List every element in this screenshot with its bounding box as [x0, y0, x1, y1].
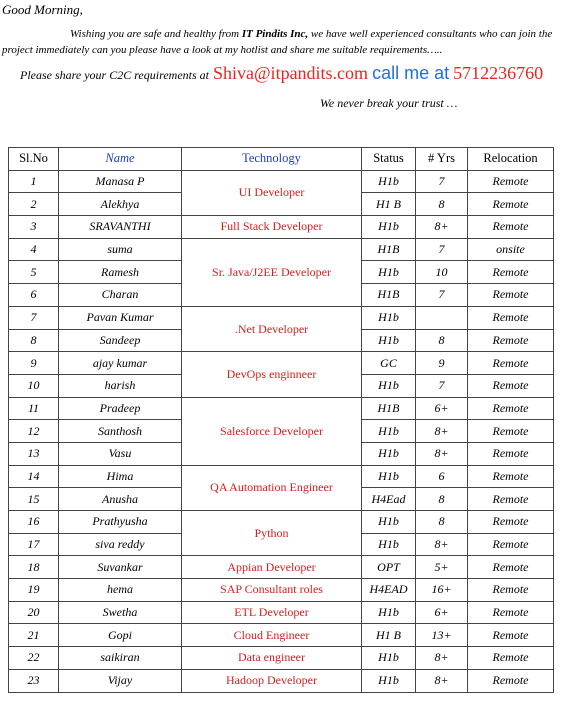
consultant-name: Vasu	[59, 442, 182, 465]
visa-status: H1B	[362, 284, 416, 307]
visa-status: H1b	[362, 170, 416, 193]
technology-cell: Hadoop Developer	[182, 669, 362, 692]
years-experience: 7	[416, 170, 468, 193]
consultant-name: suma	[59, 238, 182, 261]
consultant-name: Gopi	[59, 624, 182, 647]
consultant-name: Hima	[59, 465, 182, 488]
consultant-name: SRAVANTHI	[59, 216, 182, 239]
table-row	[9, 511, 554, 534]
table-row	[9, 624, 554, 647]
relocation: Remote	[468, 465, 554, 488]
row-number: 12	[9, 420, 59, 443]
header-name: Name	[59, 148, 182, 171]
table-row	[9, 556, 554, 579]
row-number: 3	[9, 216, 59, 239]
row-number: 22	[9, 647, 59, 670]
intro-paragraph	[2, 26, 579, 58]
years-experience: 8+	[416, 420, 468, 443]
row-number: 20	[9, 601, 59, 624]
technology-cell: UI Developer	[182, 170, 362, 215]
years-experience: 8+	[416, 442, 468, 465]
relocation: Remote	[468, 193, 554, 216]
relocation: onsite	[468, 238, 554, 261]
years-experience: 8+	[416, 216, 468, 239]
visa-status: H1 B	[362, 624, 416, 647]
years-experience: 9	[416, 352, 468, 375]
row-number: 16	[9, 511, 59, 534]
years-experience: 8+	[416, 647, 468, 670]
relocation: Remote	[468, 601, 554, 624]
visa-status: H1b	[362, 216, 416, 239]
relocation: Remote	[468, 556, 554, 579]
visa-status: OPT	[362, 556, 416, 579]
years-experience: 13+	[416, 624, 468, 647]
relocation: Remote	[468, 352, 554, 375]
relocation: Remote	[468, 647, 554, 670]
consultant-name: Prathyusha	[59, 511, 182, 534]
visa-status: H1b	[362, 669, 416, 692]
years-experience: 8	[416, 329, 468, 352]
consultant-name: Manasa P	[59, 170, 182, 193]
header-relocation: Relocation	[468, 148, 554, 171]
relocation: Remote	[468, 261, 554, 284]
relocation: Remote	[468, 284, 554, 307]
row-number: 21	[9, 624, 59, 647]
relocation: Remote	[468, 170, 554, 193]
row-number: 9	[9, 352, 59, 375]
visa-status: H1b	[362, 511, 416, 534]
row-number: 6	[9, 284, 59, 307]
visa-status: H1b	[362, 374, 416, 397]
consultant-name: Sandeep	[59, 329, 182, 352]
row-number: 13	[9, 442, 59, 465]
visa-status: H1b	[362, 647, 416, 670]
relocation: Remote	[468, 420, 554, 443]
table-row	[9, 647, 554, 670]
years-experience: 7	[416, 238, 468, 261]
years-experience: 5+	[416, 556, 468, 579]
contact-line	[20, 63, 543, 84]
share-label: Please share your C2C requirements at	[20, 68, 209, 82]
consultant-name: saikiran	[59, 647, 182, 670]
relocation: Remote	[468, 669, 554, 692]
consultant-name: Ramesh	[59, 261, 182, 284]
years-experience: 8	[416, 488, 468, 511]
call-label: call me at	[372, 63, 450, 83]
phone-number[interactable]: 5712236760	[453, 63, 544, 83]
technology-cell: DevOps enginneer	[182, 352, 362, 397]
technology-cell: .Net Developer	[182, 306, 362, 351]
consultant-name: harish	[59, 374, 182, 397]
row-number: 15	[9, 488, 59, 511]
years-experience: 7	[416, 284, 468, 307]
technology-cell: SAP Consultant roles	[182, 579, 362, 602]
years-experience: 6+	[416, 397, 468, 420]
technology-cell: Appian Developer	[182, 556, 362, 579]
table-row	[9, 397, 554, 420]
visa-status: H1b	[362, 442, 416, 465]
technology-cell: QA Automation Engineer	[182, 465, 362, 510]
row-number: 17	[9, 533, 59, 556]
tagline: We never break your trust …	[320, 96, 458, 110]
relocation: Remote	[468, 579, 554, 602]
table-row	[9, 170, 554, 193]
consultant-name: Santhosh	[59, 420, 182, 443]
relocation: Remote	[468, 216, 554, 239]
intro-text-after: we have well experienced consultants who can join the project immediately can you please have a look at my hotlist and share me suitable requirements…..	[2, 28, 553, 56]
years-experience: 8+	[416, 533, 468, 556]
table-row	[9, 216, 554, 239]
relocation: Remote	[468, 397, 554, 420]
consultant-name: siva reddy	[59, 533, 182, 556]
email-link[interactable]: Shiva@itpandits.com	[212, 63, 369, 83]
visa-status: H1b	[362, 261, 416, 284]
company-name: IT Pindits Inc,	[241, 28, 309, 40]
technology-cell: ETL Developer	[182, 601, 362, 624]
visa-status: H1B	[362, 238, 416, 261]
relocation: Remote	[468, 488, 554, 511]
visa-status: H1B	[362, 397, 416, 420]
hotlist-table	[8, 147, 554, 693]
years-experience: 10	[416, 261, 468, 284]
row-number: 4	[9, 238, 59, 261]
technology-cell: Data engineer	[182, 647, 362, 670]
visa-status: H1 B	[362, 193, 416, 216]
consultant-name: Anusha	[59, 488, 182, 511]
row-number: 5	[9, 261, 59, 284]
table-body	[9, 170, 554, 692]
consultant-name: Charan	[59, 284, 182, 307]
table-row	[9, 238, 554, 261]
years-experience: 6+	[416, 601, 468, 624]
years-experience: 8	[416, 511, 468, 534]
visa-status: H4Ead	[362, 488, 416, 511]
visa-status: H1b	[362, 601, 416, 624]
row-number: 11	[9, 397, 59, 420]
consultant-name: Pavan Kumar	[59, 306, 182, 329]
table-row	[9, 352, 554, 375]
header-slno: Sl.No	[9, 148, 59, 171]
table-header-row	[9, 148, 554, 171]
table-row	[9, 601, 554, 624]
relocation: Remote	[468, 624, 554, 647]
consultant-name: Swetha	[59, 601, 182, 624]
consultant-name: Suvankar	[59, 556, 182, 579]
consultant-name: hema	[59, 579, 182, 602]
row-number: 10	[9, 374, 59, 397]
visa-status: H1b	[362, 533, 416, 556]
header-technology: Technology	[182, 148, 362, 171]
visa-status: H1b	[362, 420, 416, 443]
relocation: Remote	[468, 329, 554, 352]
relocation: Remote	[468, 442, 554, 465]
row-number: 8	[9, 329, 59, 352]
table-row	[9, 579, 554, 602]
years-experience: 8+	[416, 669, 468, 692]
technology-cell: Cloud Engineer	[182, 624, 362, 647]
technology-cell: Salesforce Developer	[182, 397, 362, 465]
table-row	[9, 306, 554, 329]
row-number: 19	[9, 579, 59, 602]
header-status: Status	[362, 148, 416, 171]
row-number: 23	[9, 669, 59, 692]
years-experience: 16+	[416, 579, 468, 602]
consultant-name: Alekhya	[59, 193, 182, 216]
table-row	[9, 465, 554, 488]
consultant-name: Pradeep	[59, 397, 182, 420]
header-years: # Yrs	[416, 148, 468, 171]
technology-cell: Python	[182, 511, 362, 556]
row-number: 18	[9, 556, 59, 579]
technology-cell: Sr. Java/J2EE Developer	[182, 238, 362, 306]
relocation: Remote	[468, 511, 554, 534]
years-experience: 7	[416, 374, 468, 397]
greeting: Good Morning,	[2, 2, 83, 17]
relocation: Remote	[468, 306, 554, 329]
years-experience: 6	[416, 465, 468, 488]
row-number: 14	[9, 465, 59, 488]
technology-cell: Full Stack Developer	[182, 216, 362, 239]
visa-status: H1b	[362, 306, 416, 329]
visa-status: GC	[362, 352, 416, 375]
consultant-name: Vijay	[59, 669, 182, 692]
consultant-name: ajay kumar	[59, 352, 182, 375]
row-number: 1	[9, 170, 59, 193]
visa-status: H1b	[362, 329, 416, 352]
years-experience: 8	[416, 193, 468, 216]
table-row	[9, 669, 554, 692]
row-number: 7	[9, 306, 59, 329]
intro-text-before: Wishing you are safe and healthy from	[70, 28, 242, 40]
relocation: Remote	[468, 374, 554, 397]
visa-status: H4EAD	[362, 579, 416, 602]
relocation: Remote	[468, 533, 554, 556]
visa-status: H1b	[362, 465, 416, 488]
years-experience	[416, 306, 468, 329]
row-number: 2	[9, 193, 59, 216]
